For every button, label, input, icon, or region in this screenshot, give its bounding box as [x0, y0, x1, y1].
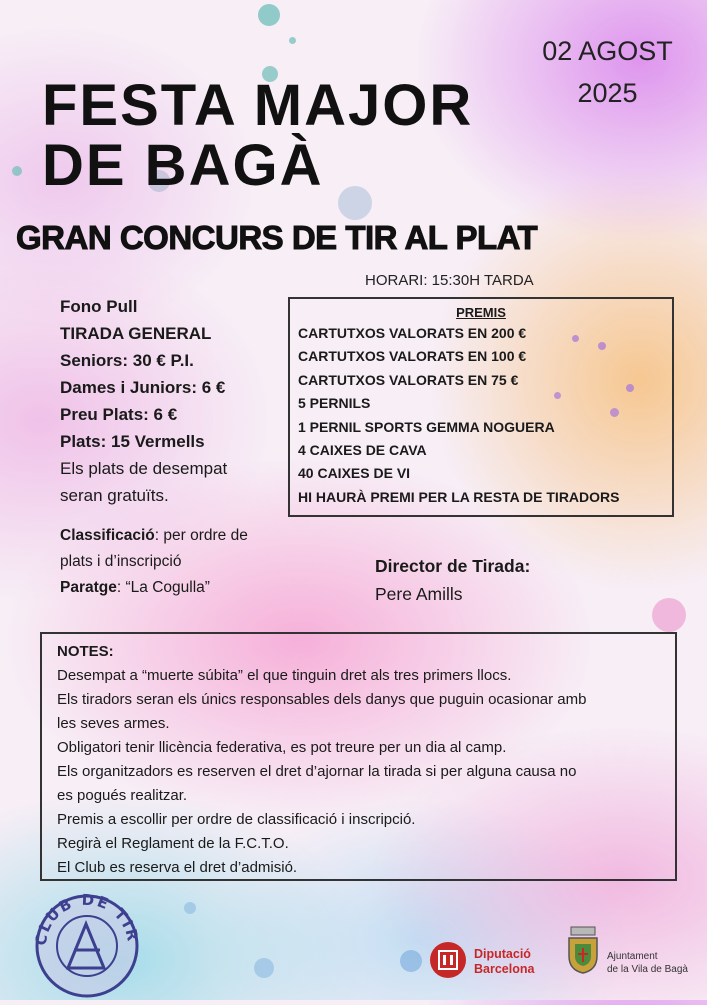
note-line: es pogués realitzar. — [57, 787, 188, 804]
decorative-dot — [400, 950, 422, 972]
date-day-month: 02 AGOST — [542, 36, 673, 66]
prize-item: 4 CAIXES DE CAVA — [298, 442, 427, 459]
prize-item: HI HAURÀ PREMI PER LA RESTA DE TIRADORS — [298, 488, 620, 505]
tiebreak-note-line: seran gratuïts. — [60, 486, 169, 505]
diputacio-emblem-icon — [428, 940, 468, 980]
diputacio-logo — [428, 940, 468, 985]
classification-text: : per ordre de — [154, 527, 248, 544]
note-line: Regirà el Reglament de la F.C.T.O. — [57, 835, 289, 852]
ajuntament-line-1: Ajuntament — [607, 951, 658, 962]
club-seal-icon — [28, 888, 146, 1000]
poster-subtitle: GRAN CONCURS DE TIR AL PLAT — [16, 219, 538, 256]
event-date — [525, 30, 690, 114]
club-tir-baga-logo — [28, 888, 146, 1005]
notes-box — [40, 632, 677, 881]
ajuntament-shield-icon — [566, 926, 600, 974]
info-line: Preu Plats: 6 € — [60, 405, 178, 424]
diputacio-line-2: Barcelona — [474, 962, 535, 976]
note-line: Obligatori tenir llicència federativa, es pot treure per un dia al camp. — [57, 739, 507, 756]
ajuntament-name — [607, 950, 688, 976]
info-line: Seniors: 30 € P.I. — [60, 351, 194, 370]
decorative-dot — [652, 598, 686, 632]
note-line: Els organitzadors es reserven el dret d’ajornar la tirada si per alguna causa no — [57, 763, 577, 780]
prize-item: CARTUTXOS VALORATS EN 100 € — [298, 348, 527, 365]
director-label: Director de Tirada: — [375, 556, 531, 576]
date-year: 2025 — [577, 78, 638, 108]
prize-item: 1 PERNIL SPORTS GEMMA NOGUERA — [298, 418, 555, 435]
note-line: Premis a escollir per ordre de classificació i inscripció. — [57, 811, 416, 828]
note-line: les seves armes. — [57, 715, 170, 732]
title-line-2: DE BAGÀ — [42, 133, 324, 198]
ajuntament-logo — [566, 926, 600, 979]
diputacio-line-1: Diputació — [474, 947, 531, 961]
note-line: Els tiradors seran els únics responsables dels danys que puguin ocasionar amb — [57, 691, 587, 708]
info-line: TIRADA GENERAL — [60, 324, 212, 343]
prize-item: CARTUTXOS VALORATS EN 75 € — [298, 371, 519, 388]
decorative-dot — [289, 37, 296, 44]
ajuntament-line-2: de la Vila de Bagà — [607, 964, 688, 975]
tirada-info — [60, 293, 290, 509]
prizes-box — [288, 297, 674, 517]
schedule-time: HORARI: 15:30H TARDA — [365, 272, 534, 289]
note-line: El Club es reserva el dret d’admisió. — [57, 859, 298, 876]
classification-text-2: plats i d’inscripció — [60, 553, 182, 570]
prizes-heading: PREMIS — [456, 305, 506, 320]
club-seal-text: CLUB DE TIR — [31, 890, 143, 947]
prize-item: 40 CAIXES DE VI — [298, 465, 411, 482]
decorative-dot — [258, 4, 280, 26]
tiebreak-note-line: Els plats de desempat — [60, 459, 228, 478]
diputacio-name — [474, 947, 534, 977]
info-line: Fono Pull — [60, 297, 138, 316]
notes-heading: NOTES: — [57, 643, 114, 660]
director-name: Pere Amills — [375, 584, 463, 604]
classification-info — [60, 523, 300, 601]
classification-label: Classificació — [60, 527, 155, 544]
poster-title — [42, 73, 474, 198]
decorative-dot — [254, 958, 274, 978]
note-line: Desempat a “muerte súbita” el que tinguin dret als tres primers llocs. — [57, 667, 512, 684]
prize-item: CARTUTXOS VALORATS EN 200 € — [298, 325, 527, 341]
decorative-dot — [184, 902, 196, 914]
paratge-value: : “La Cogulla” — [116, 579, 210, 596]
decorative-dot — [12, 166, 22, 176]
info-line: Dames i Juniors: 6 € — [60, 378, 226, 397]
info-line: Plats: 15 Vermells — [60, 432, 205, 451]
director-info — [375, 552, 530, 608]
prize-item: 5 PERNILS — [298, 395, 371, 412]
paratge-label: Paratge — [60, 579, 117, 596]
title-line-1: FESTA MAJOR — [42, 73, 474, 138]
